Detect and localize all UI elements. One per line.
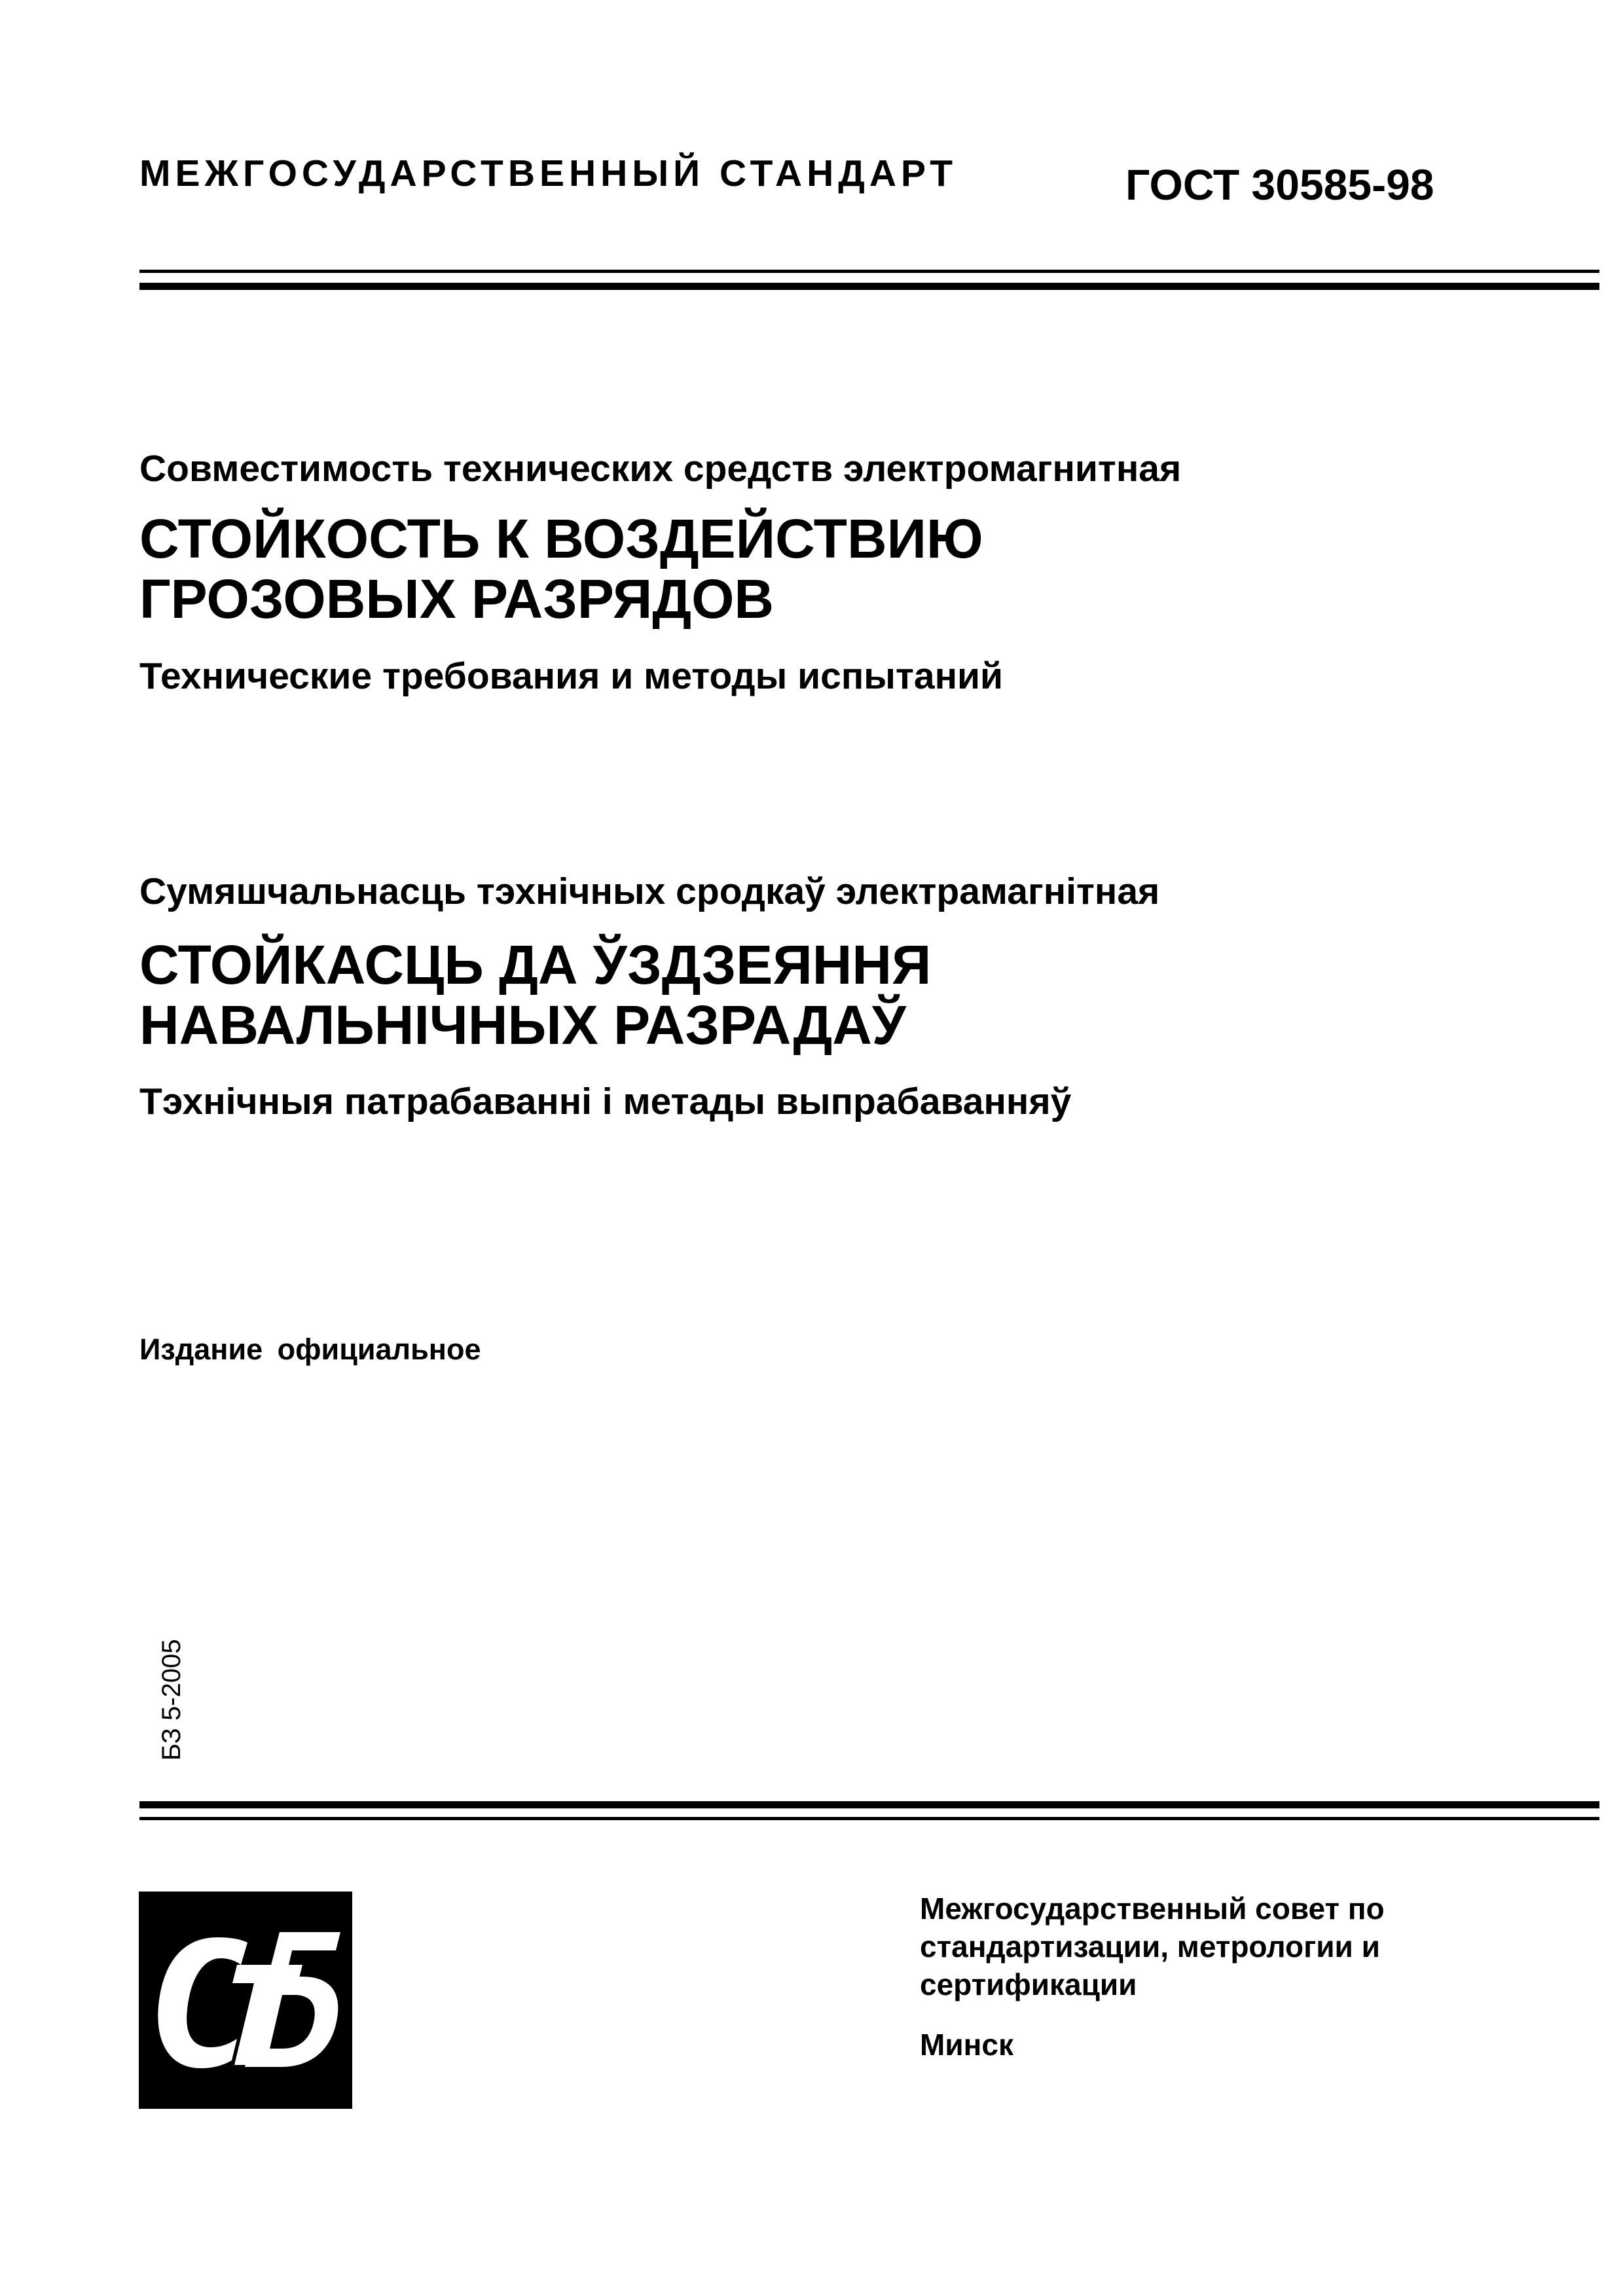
standard-number: ГОСТ 30585-98 [1125, 160, 1434, 209]
top-divider-thick [139, 283, 1599, 290]
belarusian-title-line1: СТОЙКАСЦЬ ДА ЎЗДЗЕЯННЯ [139, 934, 932, 996]
russian-title-line2: ГРОЗОВЫХ РАЗРЯДОВ [139, 568, 775, 630]
belarusian-subtitle: Сумяшчальнасць тэхнічных сродкаў электрамагнітная [139, 870, 1160, 912]
russian-title-line1: СТОЙКОСТЬ К ВОЗДЕЙСТВИЮ [139, 508, 983, 569]
belarusian-title-line2: НАВАЛЬНІЧНЫХ РАЗРАДАЎ [139, 994, 907, 1056]
edition-label: Издание официальное [139, 1333, 481, 1366]
publisher-council [920, 1890, 1509, 2003]
standards-logo-graphic [139, 1892, 352, 2109]
russian-subheading: Технические требования и методы испытаний [139, 655, 1004, 697]
bottom-divider-thick [139, 1801, 1599, 1808]
publication-code: БЗ 5-2005 [157, 1639, 186, 1761]
header-standard-type: МЕЖГОСУДАРСТВЕННЫЙ СТАНДАРТ [139, 152, 958, 194]
russian-subtitle: Совместимость технических средств электромагнитная [139, 448, 1182, 490]
standards-logo-icon [139, 1892, 352, 2109]
publisher-line1: Межгосударственный совет по [920, 1892, 1385, 1926]
publisher-city: Минск [920, 2028, 1013, 2062]
belarusian-subheading: Тэхнічныя патрабаванні і метады выпрабаванняў [139, 1081, 1072, 1122]
publisher-line2: стандартизации, метрологии и [920, 1929, 1380, 1964]
bottom-divider-thin [139, 1817, 1599, 1820]
publisher-line3: сертификации [920, 1967, 1137, 2001]
top-divider-thin [139, 270, 1599, 273]
